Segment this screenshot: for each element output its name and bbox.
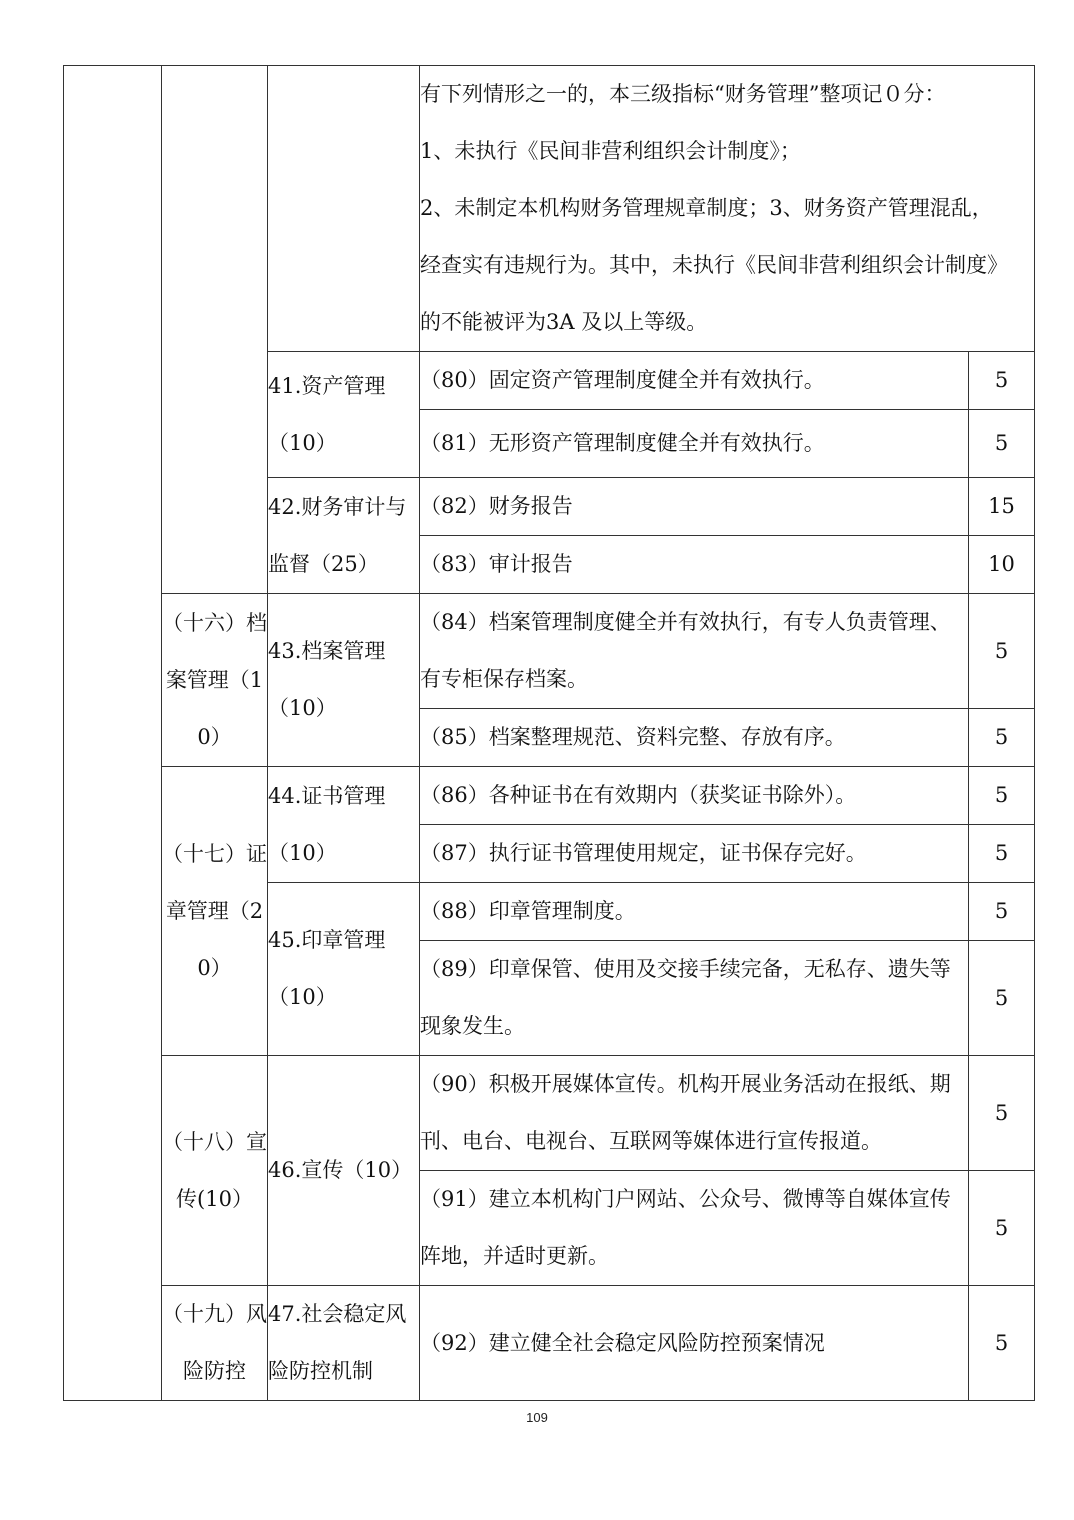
- criterion-84: （84）档案管理制度健全并有效执行，有专人负责管理、有专柜保存档案。: [420, 594, 969, 709]
- criterion-83: （83）审计报告: [420, 536, 969, 594]
- score-80: 5: [969, 352, 1035, 410]
- level3-item-43: 43.档案管理（10）: [268, 594, 420, 767]
- finance-note-line: 的不能被评为3A 及以上等级。: [420, 310, 708, 334]
- finance-note-line: 经查实有违规行为。其中，未执行《民间非营利组织会计制度》: [420, 253, 1008, 277]
- level3-item-42: 42.财务审计与监督（25）: [268, 478, 420, 594]
- score-91: 5: [969, 1171, 1035, 1286]
- level2-item-18: （十八）宣传(10）: [162, 1056, 268, 1286]
- score-82: 15: [969, 478, 1035, 536]
- criterion-92: （92）建立健全社会稳定风险防控预案情况: [420, 1286, 969, 1401]
- score-90: 5: [969, 1056, 1035, 1171]
- score-87: 5: [969, 825, 1035, 883]
- score-92: 5: [969, 1286, 1035, 1401]
- score-81: 5: [969, 410, 1035, 478]
- level2-cell-finance: [162, 66, 268, 594]
- finance-note-line: 有下列情形之一的，本三级指标“财务管理”整项记０分：: [420, 82, 946, 106]
- level2-item-16: （十六）档案管理（10）: [162, 594, 268, 767]
- finance-note: [420, 66, 1035, 352]
- level2-item-17: （十七）证章管理（20）: [162, 767, 268, 1056]
- level3-item-41: 41.资产管理（10）: [268, 352, 420, 478]
- finance-note-line: 2、未制定本机构财务管理规章制度；3、财务资产管理混乱，: [420, 196, 993, 220]
- score-85: 5: [969, 709, 1035, 767]
- score-83: 10: [969, 536, 1035, 594]
- level3-item-45: 45.印章管理（10）: [268, 883, 420, 1056]
- score-84: 5: [969, 594, 1035, 709]
- level1-cell: [64, 66, 162, 1401]
- level3-item-46: 46.宣传（10）: [268, 1056, 420, 1286]
- level3-item-44: 44.证书管理（10）: [268, 767, 420, 883]
- criterion-87: （87）执行证书管理使用规定，证书保存完好。: [420, 825, 969, 883]
- criterion-85: （85）档案整理规范、资料完整、存放有序。: [420, 709, 969, 767]
- criterion-91: （91）建立本机构门户网站、公众号、微博等自媒体宣传阵地，并适时更新。: [420, 1171, 969, 1286]
- criterion-89: （89）印章保管、使用及交接手续完备，无私存、遗失等现象发生。: [420, 941, 969, 1056]
- page-number: 109: [526, 1410, 548, 1425]
- level2-item-19: （十九）风险防控: [162, 1286, 268, 1401]
- finance-note-line: 1、未执行《民间非营利组织会计制度》；: [420, 139, 801, 163]
- score-89: 5: [969, 941, 1035, 1056]
- criterion-81: （81）无形资产管理制度健全并有效执行。: [420, 410, 969, 478]
- indicator-table: [63, 65, 1035, 1401]
- criterion-88: （88）印章管理制度。: [420, 883, 969, 941]
- level3-cell-finance: [268, 66, 420, 352]
- score-88: 5: [969, 883, 1035, 941]
- criterion-90: （90）积极开展媒体宣传。机构开展业务活动在报纸、期刊、电台、电视台、互联网等媒体进行宣传报道。: [420, 1056, 969, 1171]
- level3-item-47: 47.社会稳定风险防控机制: [268, 1286, 420, 1401]
- score-86: 5: [969, 767, 1035, 825]
- criterion-80: （80）固定资产管理制度健全并有效执行。: [420, 352, 969, 410]
- criterion-82: （82）财务报告: [420, 478, 969, 536]
- criterion-86: （86）各种证书在有效期内（获奖证书除外）。: [420, 767, 969, 825]
